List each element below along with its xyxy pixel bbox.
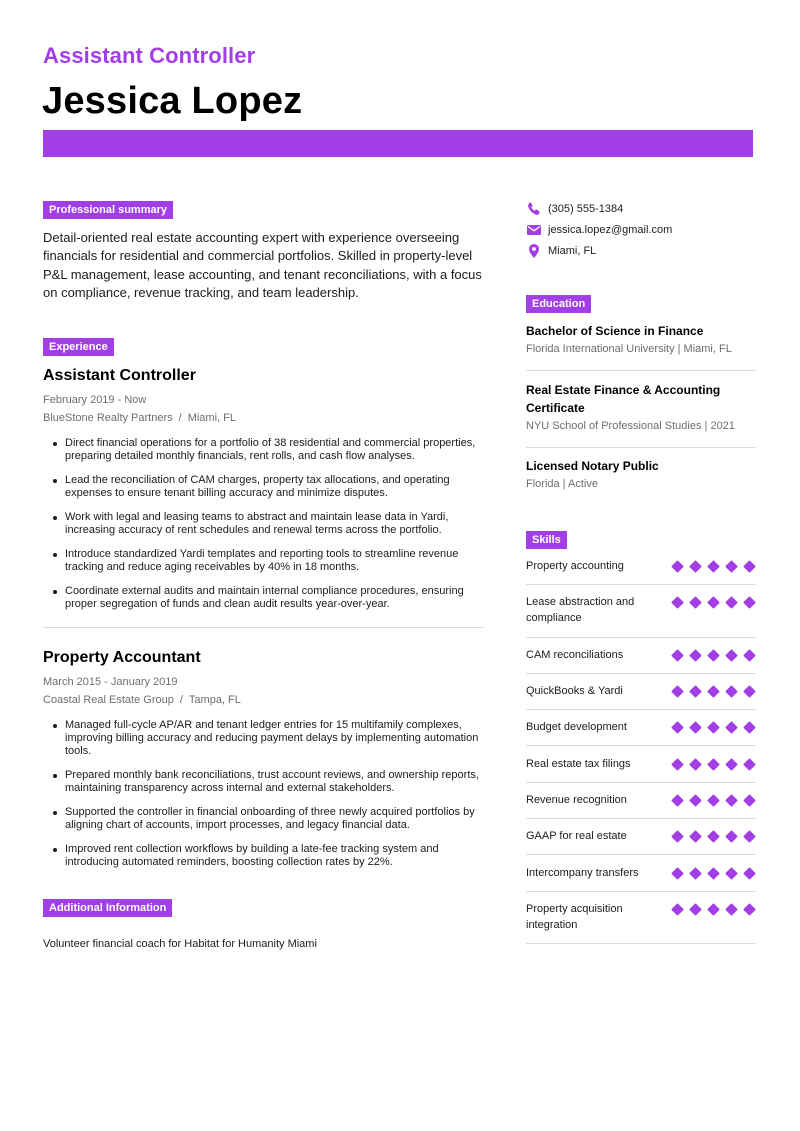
skill-rating xyxy=(664,687,754,696)
role-location: Miami, FL xyxy=(187,412,236,424)
skill-rating xyxy=(664,651,754,660)
skill-row xyxy=(526,855,756,892)
skill-row xyxy=(526,638,756,674)
skill-name: Real estate tax filings xyxy=(526,758,631,770)
bullet-text: Supported the controller in financial onboarding of three newly acquired portfolios by aligning chart of accounts, import processes, and legacy financial data. xyxy=(65,806,475,831)
rating-diamond-icon xyxy=(743,560,756,573)
rating-diamond-icon xyxy=(671,560,684,573)
skill-name: Intercompany transfers xyxy=(526,867,639,879)
skill-rating xyxy=(664,869,754,878)
contact-email xyxy=(526,222,672,238)
list-item xyxy=(43,843,493,869)
education-meta: Florida International University | Miami, FL xyxy=(526,343,732,355)
education-entry xyxy=(526,457,756,490)
skill-name: Property accounting xyxy=(526,560,624,572)
rating-diamond-icon xyxy=(725,596,738,609)
list-item xyxy=(43,437,493,463)
rating-diamond-icon xyxy=(707,830,720,843)
rating-diamond-icon xyxy=(725,685,738,698)
skill-row xyxy=(526,674,756,710)
rating-diamond-icon xyxy=(707,758,720,771)
education-meta: NYU School of Professional Studies | 2021 xyxy=(526,420,735,432)
rating-diamond-icon xyxy=(743,794,756,807)
rating-diamond-icon xyxy=(707,794,720,807)
location-text: Miami, FL xyxy=(548,245,597,257)
contact-location xyxy=(526,243,596,259)
rating-diamond-icon xyxy=(689,903,702,916)
skills-heading: Skills xyxy=(526,531,567,549)
rating-diamond-icon xyxy=(707,560,720,573)
summary-heading: Professional summary xyxy=(43,201,173,219)
bullet-text: Introduce standardized Yardi templates and reporting tools to streamline revenue tracking and reduce aging receivables by 40% in 18 months. xyxy=(65,548,459,573)
rating-diamond-icon xyxy=(725,758,738,771)
skill-name: Property acquisition integration xyxy=(526,903,623,931)
list-item xyxy=(43,769,493,795)
rating-diamond-icon xyxy=(689,596,702,609)
skill-rating xyxy=(664,562,754,571)
rating-diamond-icon xyxy=(743,721,756,734)
rating-diamond-icon xyxy=(743,649,756,662)
skill-row xyxy=(526,819,756,855)
bullet-text: Lead the reconciliation of CAM charges, property tax allocations, and operating expenses to ensure tenant billing accuracy and minimize disputes. xyxy=(65,474,450,499)
email-text: jessica.lopez@gmail.com xyxy=(548,224,673,236)
skill-name: Lease abstraction and compliance xyxy=(526,596,635,624)
role-title: Assistant Controller xyxy=(43,367,196,384)
role-bullets xyxy=(43,437,493,611)
bullet-dot xyxy=(53,811,57,815)
bullet-dot xyxy=(53,774,57,778)
additional-heading: Additional Information xyxy=(43,899,172,917)
education-title: Bachelor of Science in Finance xyxy=(526,324,704,338)
role-location: Tampa, FL xyxy=(188,694,241,706)
rating-diamond-icon xyxy=(689,685,702,698)
skill-row xyxy=(526,892,756,944)
role-company-line xyxy=(43,409,493,427)
rating-diamond-icon xyxy=(725,794,738,807)
education-title: Licensed Notary Public xyxy=(526,459,659,473)
skill-name: Revenue recognition xyxy=(526,794,627,806)
education-divider xyxy=(526,370,756,371)
role-separator: / xyxy=(178,412,182,424)
bullet-dot xyxy=(53,724,57,728)
education-meta: Florida | Active xyxy=(526,478,598,490)
rating-diamond-icon xyxy=(707,867,720,880)
experience-entry xyxy=(43,367,493,622)
rating-diamond-icon xyxy=(689,721,702,734)
education-divider xyxy=(526,447,756,448)
phone-text: (305) 555-1384 xyxy=(548,203,624,215)
rating-diamond-icon xyxy=(707,596,720,609)
rating-diamond-icon xyxy=(725,721,738,734)
skill-row xyxy=(526,746,756,783)
job-title: Assistant Controller xyxy=(43,43,256,68)
experience-heading: Experience xyxy=(43,338,114,356)
rating-diamond-icon xyxy=(689,758,702,771)
skill-rating xyxy=(664,723,754,732)
skill-row xyxy=(526,710,756,746)
phone-icon xyxy=(526,201,542,217)
header-accent-bar xyxy=(43,130,753,157)
location-pin-icon xyxy=(526,243,542,259)
list-item xyxy=(43,548,493,574)
rating-diamond-icon xyxy=(689,794,702,807)
rating-diamond-icon xyxy=(725,649,738,662)
additional-text: Volunteer financial coach for Habitat for Humanity Miami xyxy=(43,938,317,950)
role-separator: / xyxy=(179,694,183,706)
skill-rating xyxy=(664,598,754,607)
role-dates: March 2015 - January 2019 xyxy=(43,676,178,688)
skill-name: CAM reconciliations xyxy=(526,649,624,661)
rating-diamond-icon xyxy=(743,758,756,771)
rating-diamond-icon xyxy=(671,903,684,916)
rating-diamond-icon xyxy=(743,903,756,916)
experience-divider xyxy=(43,627,483,628)
bullet-dot xyxy=(53,553,57,557)
bullet-text: Improved rent collection workflows by building a late-fee tracking system and introducing automated reminders, boosting collection rates by 22%. xyxy=(65,843,439,868)
bullet-text: Managed full-cycle AP/AR and tenant ledger entries for 15 multifamily complexes, improving billing accuracy and reducing payment delays by implementing automation tools. xyxy=(65,719,479,757)
skill-name: GAAP for real estate xyxy=(526,830,627,842)
skill-rating xyxy=(664,905,754,914)
skill-name: QuickBooks & Yardi xyxy=(526,685,623,697)
skill-row xyxy=(526,783,756,819)
rating-diamond-icon xyxy=(671,794,684,807)
skill-rating xyxy=(664,832,754,841)
rating-diamond-icon xyxy=(689,867,702,880)
education-heading: Education xyxy=(526,295,591,313)
skill-rating xyxy=(664,760,754,769)
experience-entry xyxy=(43,649,493,880)
role-dates: February 2019 - Now xyxy=(43,394,147,406)
list-item xyxy=(43,511,493,537)
rating-diamond-icon xyxy=(725,903,738,916)
rating-diamond-icon xyxy=(725,560,738,573)
rating-diamond-icon xyxy=(743,830,756,843)
role-title: Property Accountant xyxy=(43,649,201,666)
role-company: BlueStone Realty Partners xyxy=(43,412,173,424)
contact-phone xyxy=(526,201,623,217)
email-icon xyxy=(526,222,542,238)
bullet-dot xyxy=(53,479,57,483)
skill-row xyxy=(526,550,756,585)
rating-diamond-icon xyxy=(743,596,756,609)
list-item xyxy=(43,585,493,611)
rating-diamond-icon xyxy=(689,649,702,662)
rating-diamond-icon xyxy=(707,903,720,916)
education-entry xyxy=(526,322,756,355)
skill-row xyxy=(526,585,756,638)
rating-diamond-icon xyxy=(671,596,684,609)
bullet-dot xyxy=(53,590,57,594)
rating-diamond-icon xyxy=(671,685,684,698)
list-item xyxy=(43,719,493,758)
list-item xyxy=(43,474,493,500)
skill-rating xyxy=(664,796,754,805)
education-entry xyxy=(526,381,756,432)
rating-diamond-icon xyxy=(743,867,756,880)
education-title: Real Estate Finance & Accounting Certificate xyxy=(526,383,721,415)
rating-diamond-icon xyxy=(707,685,720,698)
bullet-text: Prepared monthly bank reconciliations, trust account reviews, and ownership reports, maintaining transparency across internal and external stakeholders. xyxy=(65,769,479,794)
rating-diamond-icon xyxy=(689,560,702,573)
summary-text: Detail-oriented real estate accounting expert with experience overseeing financials for residential and commercial portfolios. Skilled in property-level P&L management, lease accounting, and tenant reconciliations, with a focus on compliance, revenue tracking, and team leadership. xyxy=(43,230,482,300)
role-company: Coastal Real Estate Group xyxy=(43,694,174,706)
rating-diamond-icon xyxy=(725,867,738,880)
rating-diamond-icon xyxy=(725,830,738,843)
rating-diamond-icon xyxy=(671,721,684,734)
skill-name: Budget development xyxy=(526,721,627,733)
bullet-text: Coordinate external audits and maintain internal compliance procedures, ensuring proper segregation of funds and clean audit results year-over-year. xyxy=(65,585,464,610)
rating-diamond-icon xyxy=(743,685,756,698)
rating-diamond-icon xyxy=(671,758,684,771)
rating-diamond-icon xyxy=(707,649,720,662)
rating-diamond-icon xyxy=(689,830,702,843)
list-item xyxy=(43,806,493,832)
candidate-name: Jessica Lopez xyxy=(42,80,303,122)
rating-diamond-icon xyxy=(707,721,720,734)
rating-diamond-icon xyxy=(671,867,684,880)
role-company-line xyxy=(43,691,493,709)
rating-diamond-icon xyxy=(671,830,684,843)
bullet-text: Work with legal and leasing teams to abstract and maintain lease data in Yardi, increasing accuracy of rent schedules and renewal terms across the portfolio. xyxy=(65,511,449,536)
bullet-dot xyxy=(53,848,57,852)
bullet-text: Direct financial operations for a portfolio of 38 residential and commercial properties, preparing detailed monthly financials, rent rolls, and cash flow analyses. xyxy=(65,437,476,462)
role-bullets xyxy=(43,719,493,869)
bullet-dot xyxy=(53,516,57,520)
bullet-dot xyxy=(53,442,57,446)
rating-diamond-icon xyxy=(671,649,684,662)
